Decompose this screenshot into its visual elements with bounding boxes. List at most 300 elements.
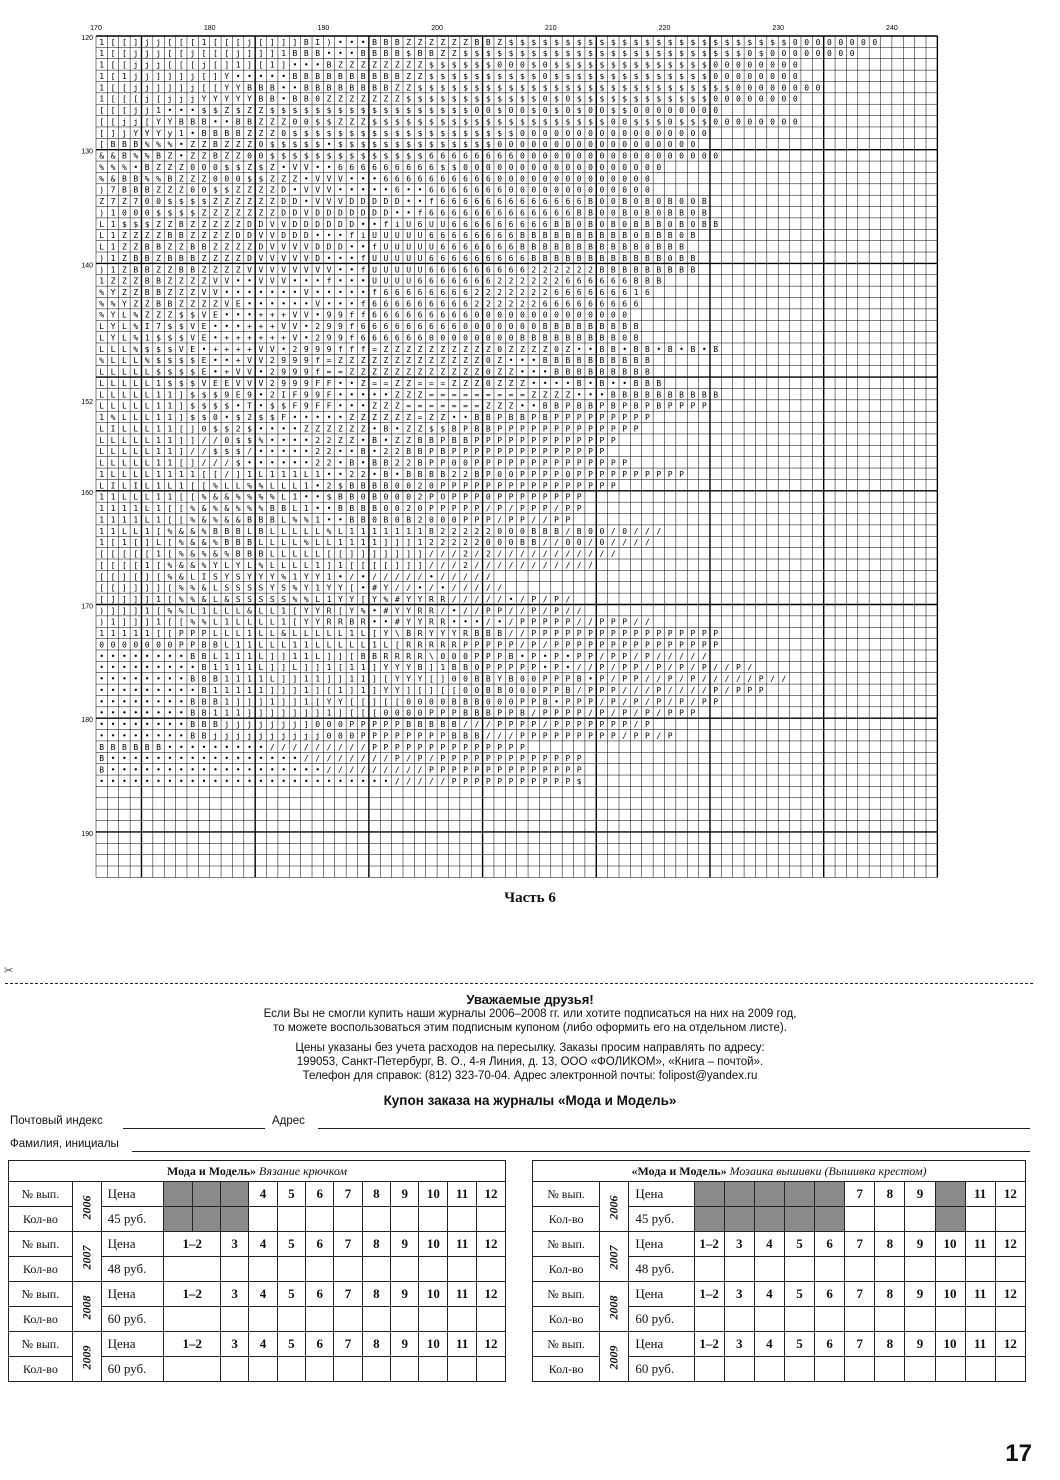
stitch-symbol: E: [201, 367, 207, 377]
stitch-symbol: 2: [463, 560, 468, 570]
stitch-symbol: P: [508, 447, 514, 457]
stitch-symbol: 6: [451, 265, 457, 275]
stitch-symbol: B: [372, 83, 377, 93]
stitch-symbol: 1: [122, 538, 127, 548]
stitch-symbol: /: [485, 731, 491, 741]
stitch-symbol: B: [349, 71, 355, 81]
quantity-input-cell[interactable]: [306, 1357, 334, 1382]
stitch-symbol: 0: [394, 708, 400, 718]
stitch-symbol: B: [463, 708, 468, 718]
stitch-symbol: V: [281, 219, 287, 229]
stitch-symbol: P: [565, 731, 571, 741]
stitch-symbol: L: [99, 231, 105, 241]
stitch-symbol: Z: [235, 242, 241, 252]
stitch-symbol: P: [485, 447, 491, 457]
quantity-input-cell[interactable]: [905, 1207, 935, 1232]
stitch-symbol: 7: [110, 185, 116, 195]
issue-number-cell: 9: [391, 1232, 419, 1257]
stitch-symbol: Z: [338, 94, 343, 104]
quantity-input-cell[interactable]: [334, 1207, 362, 1232]
stitch-symbol: B: [440, 469, 446, 479]
stitch-symbol: B: [326, 60, 332, 70]
stitch-symbol: L: [122, 378, 127, 388]
quantity-input-cell[interactable]: [477, 1207, 506, 1232]
stitch-symbol: Z: [531, 390, 537, 400]
quantity-input-cell[interactable]: [164, 1257, 221, 1282]
stitch-symbol: /: [508, 629, 514, 639]
stitch-symbol: 9: [292, 356, 298, 366]
stitch-symbol: •: [656, 344, 662, 354]
stitch-symbol: B: [144, 162, 150, 172]
quantity-input-cell[interactable]: [965, 1357, 995, 1382]
stitch-symbol: F: [315, 401, 321, 411]
stitch-symbol: $: [679, 94, 684, 104]
quantity-input-cell[interactable]: [391, 1257, 419, 1282]
quantity-input-cell[interactable]: [477, 1307, 506, 1332]
stitch-symbol: 6: [440, 231, 446, 241]
stitch-symbol: P: [519, 447, 525, 457]
stitch-symbol: 1: [133, 515, 139, 525]
stitch-symbol: $: [451, 140, 457, 150]
part-title: Часть 6: [504, 890, 556, 906]
quantity-input-cell[interactable]: [334, 1357, 362, 1382]
stitch-symbol: ]: [122, 617, 127, 627]
stitch-symbol: j: [144, 60, 150, 70]
stitch-symbol: 0: [508, 469, 514, 479]
stitch-symbol: B: [429, 469, 434, 479]
stitch-symbol: 0: [701, 128, 707, 138]
stitch-symbol: B: [349, 617, 355, 627]
stitch-symbol: •: [303, 60, 309, 70]
stitch-symbol: •: [269, 765, 275, 775]
quantity-input-cell[interactable]: [935, 1307, 965, 1332]
quantity-input-cell[interactable]: [277, 1257, 305, 1282]
stitch-symbol: V: [235, 378, 241, 388]
stitch-symbol: •: [269, 754, 275, 764]
quantity-input-cell[interactable]: [419, 1257, 448, 1282]
stitch-symbol: 1: [122, 515, 127, 525]
quantity-input-cell[interactable]: [995, 1357, 1025, 1382]
stitch-symbol: 0: [633, 174, 639, 184]
quantity-input-cell[interactable]: [249, 1357, 277, 1382]
price-label: Цена: [101, 1182, 164, 1207]
quantity-input-cell[interactable]: [249, 1257, 277, 1282]
stitch-symbol: B: [576, 526, 582, 536]
stitch-symbol: •: [303, 765, 309, 775]
stitch-symbol: Y: [394, 606, 400, 616]
issue-number-cell: 9: [905, 1182, 935, 1207]
stitch-symbol: /: [576, 560, 582, 570]
stitch-symbol: $: [247, 435, 252, 445]
stitch-symbol: 0: [463, 162, 468, 172]
stitch-symbol: Y: [110, 333, 116, 343]
stitch-symbol: 0: [588, 128, 594, 138]
stitch-symbol: V: [326, 197, 332, 207]
quantity-input-cell[interactable]: [249, 1307, 277, 1332]
stitch-symbol: %: [247, 504, 252, 514]
stitch-symbol: +: [212, 344, 218, 354]
stitch-symbol: Y: [110, 322, 116, 332]
quantity-input-cell[interactable]: [905, 1257, 935, 1282]
quantity-input-cell[interactable]: [419, 1307, 448, 1332]
stitch-symbol: R: [440, 617, 446, 627]
stitch-symbol: •: [190, 128, 196, 138]
stitch-symbol: ]: [315, 685, 321, 695]
stitch-symbol: D: [383, 197, 389, 207]
quantity-input-cell[interactable]: [164, 1357, 221, 1382]
postcode-field[interactable]: [123, 1127, 265, 1129]
stitch-symbol: Z: [178, 162, 184, 172]
stitch-symbol: 1: [178, 481, 184, 491]
stitch-symbol: L: [122, 469, 127, 479]
quantity-input-cell[interactable]: [875, 1257, 905, 1282]
stitch-symbol: U: [417, 242, 423, 252]
stitch-symbol: 6: [519, 219, 525, 229]
quantity-input-cell[interactable]: [419, 1357, 448, 1382]
quantity-input-cell[interactable]: [419, 1207, 448, 1232]
stitch-symbol: B: [360, 71, 366, 81]
stitch-symbol: V: [258, 378, 264, 388]
stitch-symbol: •: [372, 447, 377, 457]
stitch-symbol: B: [542, 401, 548, 411]
stitch-symbol: 6: [474, 197, 480, 207]
stitch-symbol: •: [99, 720, 105, 730]
quantity-input-cell[interactable]: [306, 1307, 334, 1332]
stitch-symbol: Z: [235, 197, 241, 207]
quantity-input-cell[interactable]: [694, 1307, 724, 1332]
quantity-input-cell[interactable]: [724, 1357, 754, 1382]
stitch-symbol: B: [645, 356, 650, 366]
stitch-symbol: •: [133, 754, 139, 764]
stitch-symbol: U: [383, 242, 389, 252]
quantity-input-cell[interactable]: [448, 1307, 477, 1332]
stitch-symbol: Z: [247, 208, 252, 218]
stitch-symbol: B: [576, 253, 582, 263]
stitch-symbol: 0: [508, 697, 514, 707]
stitch-symbol: +: [247, 333, 252, 343]
stitch-symbol: E: [235, 390, 241, 400]
stitch-symbol: B: [201, 708, 207, 718]
quantity-input-cell[interactable]: [815, 1307, 845, 1332]
stitch-symbol: 6: [440, 208, 446, 218]
quantity-input-cell[interactable]: [306, 1257, 334, 1282]
stitch-symbol: 6: [417, 299, 423, 309]
stitch-symbol: D: [338, 242, 343, 252]
stitch-symbol: 0: [485, 492, 491, 502]
quantity-input-cell[interactable]: [935, 1257, 965, 1282]
address-field[interactable]: [318, 1127, 1030, 1129]
stitch-symbol: R: [417, 651, 423, 661]
stitch-symbol: 6: [508, 242, 514, 252]
stitch-symbol: U: [383, 265, 389, 275]
quantity-input-cell[interactable]: [845, 1307, 875, 1332]
stitch-symbol: Z: [349, 424, 355, 434]
stitch-symbol: 1: [144, 629, 150, 639]
stitch-symbol: 0: [542, 71, 548, 81]
stitch-symbol: /: [770, 674, 775, 684]
quantity-input-cell[interactable]: [362, 1207, 390, 1232]
stitch-symbol: P: [497, 720, 503, 730]
stitch-symbol: ]: [110, 128, 116, 138]
quantity-input-cell[interactable]: [448, 1207, 477, 1232]
stitch-symbol: 2: [440, 526, 446, 536]
quantity-input-cell[interactable]: [845, 1357, 875, 1382]
stitch-symbol: 6: [610, 276, 616, 286]
quantity-input-cell[interactable]: [845, 1207, 875, 1232]
issue-number-cell: 3: [221, 1332, 249, 1357]
stitch-symbol: 6: [383, 333, 389, 343]
year-cell: [600, 1232, 629, 1282]
quantity-input-cell[interactable]: [306, 1207, 334, 1232]
stitch-symbol: P: [542, 458, 548, 468]
stitch-symbol: 2: [497, 276, 503, 286]
stitch-symbol: 6: [497, 197, 503, 207]
stitch-symbol: 0: [224, 435, 230, 445]
quantity-input-cell[interactable]: [334, 1257, 362, 1282]
quantity-input-cell[interactable]: [249, 1207, 277, 1232]
stitch-symbol: V: [303, 310, 309, 320]
stitch-symbol: P: [519, 435, 525, 445]
column-number: 170: [90, 25, 102, 32]
stitch-symbol: &: [201, 515, 207, 525]
stitch-symbol: 2: [269, 390, 275, 400]
quantity-input-cell[interactable]: [221, 1357, 249, 1382]
issue-number-cell: 6: [306, 1332, 334, 1357]
stitch-symbol: [: [360, 560, 366, 570]
quantity-input-cell[interactable]: [334, 1307, 362, 1332]
quantity-input-cell[interactable]: [391, 1357, 419, 1382]
stitch-symbol: &: [224, 492, 230, 502]
stitch-symbol: 0: [554, 344, 559, 354]
stitch-symbol: 0: [360, 492, 366, 502]
stitch-symbol: •: [292, 276, 298, 286]
stitch-symbol: I: [201, 572, 207, 582]
issue-number-cell: 7: [334, 1332, 362, 1357]
quantity-input-cell[interactable]: [965, 1257, 995, 1282]
quantity-input-cell[interactable]: [905, 1357, 935, 1382]
quantity-input-cell[interactable]: [221, 1257, 249, 1282]
quantity-input-cell[interactable]: [448, 1257, 477, 1282]
stitch-symbol: B: [610, 231, 616, 241]
stitch-symbol: P: [565, 492, 571, 502]
stitch-symbol: $: [406, 151, 412, 161]
stitch-symbol: 1: [156, 481, 161, 491]
stitch-symbol: •: [531, 378, 537, 388]
quantity-input-cell[interactable]: [875, 1207, 905, 1232]
stitch-symbol: B: [258, 549, 264, 559]
stitch-symbol: •: [360, 583, 366, 593]
quantity-input-cell[interactable]: [694, 1357, 724, 1382]
quantity-input-cell[interactable]: [754, 1307, 784, 1332]
stitch-symbol: Y: [224, 71, 230, 81]
quantity-input-cell[interactable]: [221, 1307, 249, 1332]
stitch-symbol: 6: [429, 299, 434, 309]
quantity-input-cell[interactable]: [815, 1257, 845, 1282]
stitch-symbol: ]: [122, 594, 127, 604]
stitch-symbol: Z: [247, 140, 252, 150]
stitch-symbol: •: [451, 617, 457, 627]
stitch-symbol: R: [406, 640, 412, 650]
issue-number-cell: 11: [448, 1232, 477, 1257]
stitch-symbol: •: [269, 299, 275, 309]
column-number: 230: [772, 25, 785, 32]
quantity-input-cell[interactable]: [277, 1307, 305, 1332]
quantity-input-cell[interactable]: [784, 1357, 814, 1382]
stitch-symbol: P: [542, 435, 548, 445]
stitch-symbol: f: [349, 231, 355, 241]
stitch-symbol: L: [292, 526, 298, 536]
stitch-symbol: B: [588, 401, 594, 411]
stitch-symbol: P: [474, 640, 480, 650]
stitch-symbol: •: [258, 754, 264, 764]
quantity-input-cell[interactable]: [362, 1257, 390, 1282]
stitch-symbol: $: [565, 49, 571, 59]
quantity-input-cell[interactable]: [784, 1257, 814, 1282]
stitch-symbol: 0: [599, 219, 605, 229]
stitch-symbol: P: [440, 754, 446, 764]
quantity-input-cell[interactable]: [815, 1357, 845, 1382]
stitch-symbol: R: [440, 640, 446, 650]
stitch-symbol: $: [690, 94, 696, 104]
stitch-symbol: L: [258, 640, 264, 650]
stitch-symbol: •: [247, 276, 252, 286]
stitch-symbol: Z: [144, 299, 150, 309]
quantity-input-cell[interactable]: [995, 1207, 1025, 1232]
price-label: Цена: [101, 1282, 164, 1307]
stitch-symbol: V: [235, 367, 241, 377]
stitch-symbol: •: [338, 265, 343, 275]
stitch-symbol: B: [508, 651, 514, 661]
stitch-symbol: 6: [394, 322, 400, 332]
stitch-symbol: P: [542, 765, 548, 775]
stitch-symbol: %: [156, 140, 161, 150]
quantity-input-cell[interactable]: [164, 1307, 221, 1332]
quantity-input-cell[interactable]: [391, 1207, 419, 1232]
stitch-symbol: 1: [235, 663, 241, 673]
stitch-symbol: D: [292, 231, 298, 241]
stitch-symbol: •: [519, 651, 525, 661]
stitch-symbol: •: [519, 356, 525, 366]
stitch-symbol: $: [474, 71, 480, 81]
quantity-input-cell[interactable]: [965, 1307, 995, 1332]
stitch-symbol: j: [315, 731, 321, 741]
quantity-input-cell[interactable]: [875, 1307, 905, 1332]
stitch-symbol: $: [588, 117, 594, 127]
stitch-symbol: /: [201, 458, 207, 468]
quantity-input-cell[interactable]: [754, 1257, 784, 1282]
stitch-symbol: 6: [394, 288, 400, 298]
stitch-symbol: /: [576, 549, 582, 559]
issue-number-cell: 10: [419, 1182, 448, 1207]
stitch-symbol: $: [429, 128, 434, 138]
quantity-input-cell[interactable]: [391, 1307, 419, 1332]
stitch-symbol: B: [565, 356, 571, 366]
stitch-symbol: 2: [406, 458, 412, 468]
stitch-symbol: 0: [463, 651, 468, 661]
stitch-symbol: •: [110, 776, 116, 786]
stitch-symbol: •: [269, 288, 275, 298]
stitch-symbol: •: [303, 276, 309, 286]
price-label: Цена: [101, 1332, 164, 1357]
quantity-input-cell[interactable]: [754, 1357, 784, 1382]
stitch-symbol: ]: [406, 538, 412, 548]
stitch-symbol: ]: [110, 606, 116, 616]
row-number: 120: [81, 35, 93, 42]
stitch-symbol: \: [429, 651, 434, 661]
quantity-input-cell[interactable]: [965, 1207, 995, 1232]
stitch-symbol: B: [383, 83, 389, 93]
stitch-symbol: P: [451, 765, 457, 775]
stitch-symbol: Z: [349, 367, 355, 377]
quantity-input-cell[interactable]: [935, 1357, 965, 1382]
quantity-input-cell[interactable]: [784, 1307, 814, 1332]
stitch-symbol: 9: [326, 344, 332, 354]
stitch-symbol: 1: [292, 640, 298, 650]
stitch-symbol: /: [588, 708, 594, 718]
stitch-symbol: 1: [224, 685, 230, 695]
stitch-symbol: •: [258, 776, 264, 786]
quantity-input-cell[interactable]: [477, 1357, 506, 1382]
quantity-input-cell[interactable]: [995, 1307, 1025, 1332]
stitch-symbol: 0: [690, 106, 696, 116]
stitch-symbol: 2: [463, 549, 468, 559]
stitch-symbol: Z: [258, 106, 264, 116]
quantity-input-cell[interactable]: [995, 1257, 1025, 1282]
stitch-symbol: ]: [349, 685, 355, 695]
stitch-symbol: 0: [792, 37, 798, 47]
stitch-symbol: ]: [281, 663, 287, 673]
stitch-symbol: $: [429, 424, 434, 434]
quantity-input-cell[interactable]: [724, 1257, 754, 1282]
quantity-input-cell[interactable]: [277, 1207, 305, 1232]
quantity-input-cell[interactable]: [905, 1307, 935, 1332]
quantity-input-cell[interactable]: [477, 1257, 506, 1282]
quantity-input-cell[interactable]: [362, 1307, 390, 1332]
stitch-symbol: 0: [406, 481, 412, 491]
quantity-input-cell[interactable]: [694, 1257, 724, 1282]
stitch-symbol: S: [281, 594, 287, 604]
stitch-symbol: 1: [110, 629, 116, 639]
quantity-input-cell[interactable]: [277, 1357, 305, 1382]
stitch-symbol: ]: [281, 37, 287, 47]
stitch-symbol: L: [99, 367, 105, 377]
name-field[interactable]: [132, 1150, 1030, 1152]
stitch-symbol: •: [178, 685, 184, 695]
quantity-input-cell[interactable]: [362, 1357, 390, 1382]
stitch-symbol: $: [417, 94, 423, 104]
quantity-input-cell[interactable]: [875, 1357, 905, 1382]
stitch-symbol: Z: [474, 356, 480, 366]
quantity-input-cell[interactable]: [724, 1307, 754, 1332]
stitch-symbol: 1: [99, 83, 105, 93]
stitch-symbol: P: [451, 754, 457, 764]
stitch-symbol: Y: [247, 94, 252, 104]
stitch-symbol: /: [394, 583, 400, 593]
stitch-symbol: P: [622, 720, 628, 730]
quantity-input-cell[interactable]: [448, 1357, 477, 1382]
quantity-input-cell[interactable]: [845, 1257, 875, 1282]
stitch-symbol: %: [212, 515, 218, 525]
stitch-symbol: L: [144, 378, 150, 388]
stitch-symbol: •: [338, 253, 343, 263]
stitch-symbol: $: [315, 128, 321, 138]
stitch-symbol: •: [303, 447, 309, 457]
stitch-symbol: S: [258, 583, 264, 593]
stitch-symbol: P: [519, 731, 525, 741]
issue-number-cell: 10: [419, 1332, 448, 1357]
stitch-symbol: B: [247, 549, 252, 559]
stitch-symbol: $: [588, 83, 594, 93]
